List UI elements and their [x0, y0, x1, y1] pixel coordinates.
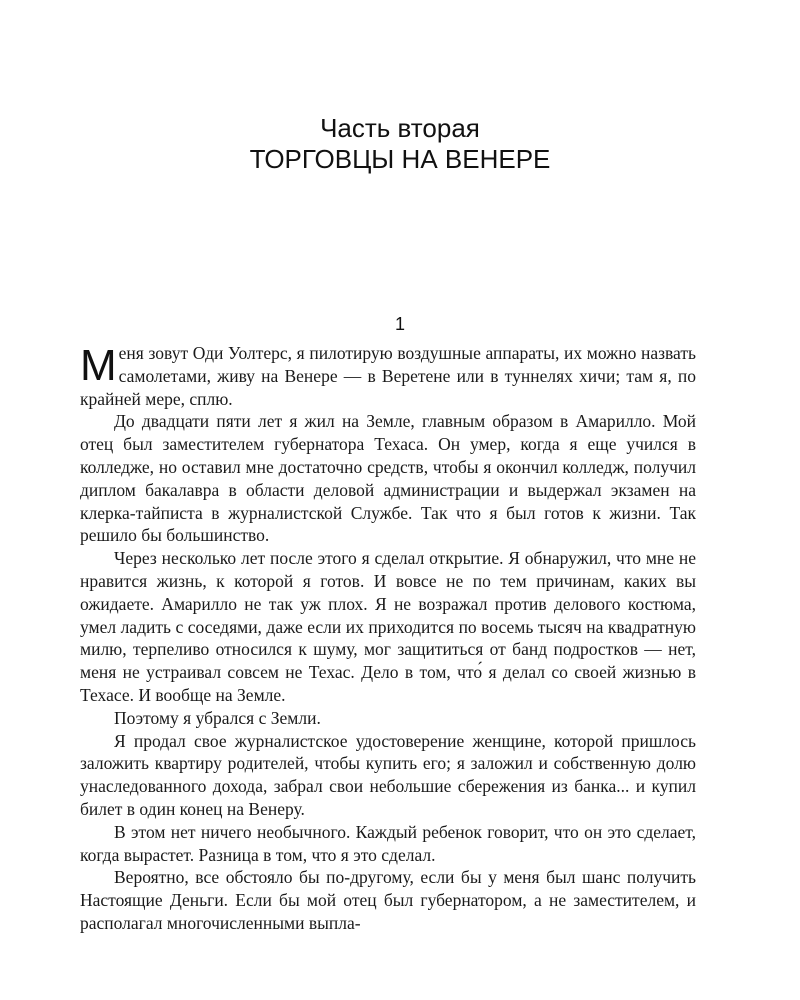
part-title: ТОРГОВЦЫ НА ВЕНЕРЕ — [249, 144, 551, 174]
drop-cap: М — [80, 341, 117, 390]
paragraph: В этом нет ничего необычного. Каждый ребенок говорит, что он это сделает, когда вырастет. Разница в том, что я это сделал. — [80, 821, 696, 865]
paragraph: Я продал свое журналистское удостоверение женщине, которой пришлось заложить квартиру родителей, чтобы купить его; я заложил и собственную долю унаследованного дохода, забрал свои небольшие сбережения из банка... и купил билет в один конец на Венеру. — [80, 730, 696, 819]
paragraph: Поэтому я убрался с Земли. — [114, 707, 321, 728]
paragraph: Через несколько лет после этого я сделал открытие. Я обнаружил, что мне не нравится жизнь, к которой я готов. И вовсе не по тем причинам, каких вы ожидаете. Амарилло не так уж плох. Я не возражал против делового костюма, умел ладить с соседями, даже если их приходится по восемь тысяч на квадратную милю, терпеливо относился к шуму, мог защититься от банд подростков — нет, меня не устраивал совсем не Техас. Дело в том, что́ я делал со своей жизнью в Техасе. И вообще на Земле. — [80, 548, 696, 705]
paragraph: Вероятно, все обстояло бы по-другому, если бы у меня был шанс получить Настоящие Деньги. Если бы мой отец был губернатором, а не заместителем, и располагал многочисленными выпла- — [80, 867, 696, 933]
paragraph — [80, 342, 696, 410]
chapter-number: 1 — [394, 314, 405, 334]
paragraph-text: еня зовут Оди Уолтерс, я пилотирую воздушные аппараты, их можно назвать самолетами, живу на Венере — в Веретене или в туннелях хичи; там я, по крайней мере, сплю. — [80, 343, 696, 409]
paragraph: До двадцати пяти лет я жил на Земле, главным образом в Амарилло. Мой отец был заместителем губернатора Техаса. Он умер, когда я еще учился в колледже, но оставил мне достаточно средств, чтобы я окончил колледж, получил диплом бакалавра в области деловой администрации и выдержал экзамен на клерка-тайписта в журналистской Службе. Так что я был готов к жизни. Так решило бы большинство. — [80, 411, 696, 546]
chapter-body — [80, 342, 696, 935]
part-label: Часть вторая — [320, 113, 480, 143]
